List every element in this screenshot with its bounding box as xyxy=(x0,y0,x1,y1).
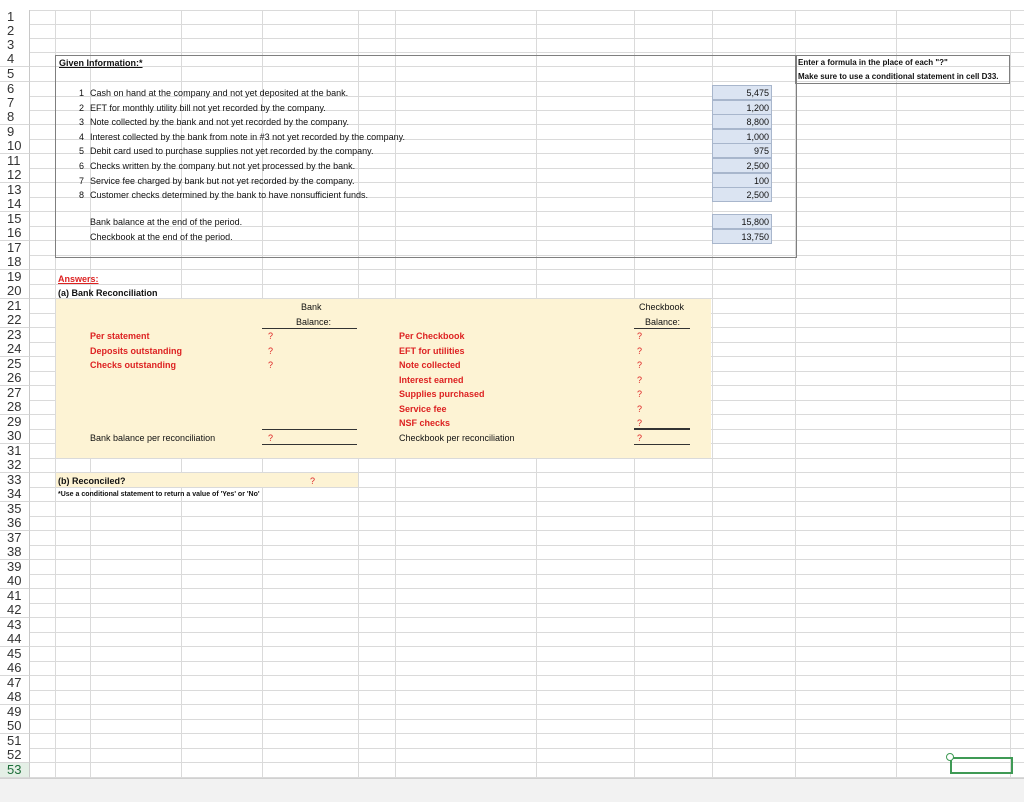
row-header[interactable]: 42 xyxy=(0,603,30,618)
row-header[interactable]: 7 xyxy=(0,96,30,111)
bank-header-2: Balance: xyxy=(296,317,332,327)
row-header[interactable]: 2 xyxy=(0,24,30,39)
given-title: Given Information:* xyxy=(59,58,143,68)
book-recon-placeholder[interactable]: ? xyxy=(637,418,643,428)
row-header[interactable]: 9 xyxy=(0,125,30,140)
row-header[interactable]: 14 xyxy=(0,197,30,212)
given-item-text: Note collected by the bank and not yet recorded by the company. xyxy=(90,117,349,128)
row-header[interactable]: 44 xyxy=(0,632,30,647)
row-gridline xyxy=(30,516,1024,517)
row-header[interactable]: 4 xyxy=(0,52,30,67)
bank-total-placeholder[interactable]: ? xyxy=(268,433,274,443)
row-header[interactable]: 20 xyxy=(0,284,30,299)
given-item-text: EFT for monthly utility bill not yet recorded by the company. xyxy=(90,102,326,113)
book-total-label: Checkbook per reconciliation xyxy=(399,433,515,443)
row-gridline xyxy=(30,487,1024,488)
row-header[interactable]: 33 xyxy=(0,473,30,488)
row-header[interactable]: 51 xyxy=(0,734,30,749)
row-header[interactable]: 49 xyxy=(0,705,30,720)
row-header[interactable]: 39 xyxy=(0,560,30,575)
row-header[interactable]: 12 xyxy=(0,168,30,183)
given-item-value: 975 xyxy=(753,146,769,157)
book-recon-placeholder[interactable]: ? xyxy=(637,389,643,399)
row-header[interactable]: 24 xyxy=(0,342,30,357)
row-header[interactable]: 10 xyxy=(0,139,30,154)
bank-recon-placeholder[interactable]: ? xyxy=(268,345,274,356)
row-gridline xyxy=(30,603,1024,604)
row-header[interactable]: 23 xyxy=(0,328,30,343)
bank-recon-item: Checks outstanding xyxy=(90,360,177,370)
row-gridline xyxy=(30,574,1024,575)
row-gridline xyxy=(30,501,1024,502)
row-gridline xyxy=(30,52,1024,53)
row-header[interactable]: 17 xyxy=(0,241,30,256)
given-item-text: Service fee charged by bank but not yet recorded by the company. xyxy=(90,175,355,186)
column-gridline xyxy=(896,10,897,778)
given-item-value: 5,475 xyxy=(746,88,769,98)
row-gridline xyxy=(30,632,1024,633)
row-header[interactable]: 1 xyxy=(0,10,30,25)
bank-balance-value: 15,800 xyxy=(741,217,769,227)
reconciled-label: (b) Reconciled? xyxy=(58,476,126,486)
row-header[interactable]: 28 xyxy=(0,400,30,415)
row-gridline xyxy=(30,24,1024,25)
top-gridline xyxy=(30,10,1024,11)
row-header[interactable]: 26 xyxy=(0,371,30,386)
given-item-text: Customer checks determined by the bank to have nonsufficient funds. xyxy=(90,190,368,201)
row-header[interactable]: 46 xyxy=(0,661,30,676)
row-gridline xyxy=(30,719,1024,720)
given-item-value: 1,000 xyxy=(746,131,769,142)
row-header[interactable]: 18 xyxy=(0,255,30,270)
row-header[interactable]: 19 xyxy=(0,270,30,285)
bank-total-label: Bank balance per reconciliation xyxy=(90,433,216,443)
row-header[interactable]: 35 xyxy=(0,502,30,517)
selected-cell[interactable] xyxy=(950,757,1013,774)
reconciled-placeholder[interactable]: ? xyxy=(310,476,316,486)
row-header[interactable]: 47 xyxy=(0,676,30,691)
row-gridline xyxy=(30,646,1024,647)
row-gridline xyxy=(30,733,1024,734)
recon-title: (a) Bank Reconciliation xyxy=(58,288,158,298)
row-header[interactable]: 13 xyxy=(0,183,30,198)
row-header[interactable]: 16 xyxy=(0,226,30,241)
book-total-top-line xyxy=(634,429,690,430)
checkbook-label: Checkbook at the end of the period. xyxy=(90,232,233,242)
checkbook-header-1: Checkbook xyxy=(639,302,685,312)
book-total-placeholder[interactable]: ? xyxy=(637,433,643,443)
row-gridline xyxy=(30,284,1024,285)
row-gridline xyxy=(30,559,1024,560)
row-header[interactable]: 40 xyxy=(0,574,30,589)
given-item-text: Interest collected by the bank from note in #3 not yet recorded by the company. xyxy=(90,131,406,142)
checkbook-value: 13,750 xyxy=(741,232,769,242)
row-header[interactable]: 52 xyxy=(0,748,30,763)
book-recon-item: Note collected xyxy=(399,360,461,370)
row-header[interactable]: 22 xyxy=(0,313,30,328)
book-recon-placeholder[interactable]: ? xyxy=(637,374,643,385)
row-header[interactable]: 31 xyxy=(0,444,30,459)
row-header[interactable]: 15 xyxy=(0,212,30,227)
bank-header-underline xyxy=(262,328,357,329)
row-header[interactable]: 41 xyxy=(0,589,30,604)
reconciled-note: *Use a conditional statement to return a value of 'Yes' or 'No' xyxy=(58,491,260,498)
instruction-line-2: Make sure to use a conditional statement in cell D33. xyxy=(798,72,999,81)
row-header[interactable]: 32 xyxy=(0,458,30,473)
row-gridline xyxy=(30,762,1024,763)
given-item-number: 3 xyxy=(79,117,85,128)
book-recon-item: Interest earned xyxy=(399,374,464,385)
checkbook-header-2: Balance: xyxy=(645,317,681,327)
row-header[interactable]: 21 xyxy=(0,299,30,314)
book-recon-placeholder[interactable]: ? xyxy=(637,360,643,370)
given-item-number: 2 xyxy=(79,102,85,113)
given-item-number: 5 xyxy=(79,146,85,157)
given-item-number: 4 xyxy=(79,131,85,142)
given-item-value: 2,500 xyxy=(746,190,769,201)
row-header[interactable]: 43 xyxy=(0,618,30,633)
row-header[interactable]: 6 xyxy=(0,82,30,97)
book-recon-item: EFT for utilities xyxy=(399,345,465,356)
bank-recon-placeholder[interactable]: ? xyxy=(268,331,274,341)
book-recon-item: Service fee xyxy=(399,403,447,414)
bank-recon-item: Per statement xyxy=(90,331,150,341)
row-header[interactable]: 50 xyxy=(0,719,30,734)
given-item-value: 1,200 xyxy=(746,102,769,113)
row-header[interactable]: 38 xyxy=(0,545,30,560)
row-gridline xyxy=(30,458,1024,459)
row-header[interactable]: 53 xyxy=(0,763,30,778)
given-item-number: 1 xyxy=(79,88,85,98)
row-header[interactable]: 34 xyxy=(0,487,30,502)
row-header[interactable]: 8 xyxy=(0,110,30,125)
row-gridline xyxy=(30,545,1024,546)
book-recon-item: Per Checkbook xyxy=(399,331,465,341)
book-total-bottom-line xyxy=(634,444,690,445)
row-gridline xyxy=(30,690,1024,691)
checkbook-header-underline xyxy=(634,328,690,329)
row-gridline xyxy=(30,588,1024,589)
given-item-value: 2,500 xyxy=(746,161,769,171)
row-gridline xyxy=(30,675,1024,676)
selection-handle[interactable] xyxy=(946,753,954,761)
given-item-number: 8 xyxy=(79,190,85,201)
bank-recon-placeholder[interactable]: ? xyxy=(268,360,274,370)
row-gridline xyxy=(30,748,1024,749)
book-recon-placeholder[interactable]: ? xyxy=(637,403,643,414)
row-header[interactable]: 48 xyxy=(0,690,30,705)
given-item-number: 7 xyxy=(79,175,85,186)
book-recon-item: Supplies purchased xyxy=(399,389,485,399)
row-header[interactable]: 27 xyxy=(0,386,30,401)
answers-title: Answers: xyxy=(58,274,99,284)
row-header[interactable]: 45 xyxy=(0,647,30,662)
row-header[interactable]: 5 xyxy=(0,67,30,82)
given-item-value: 100 xyxy=(753,175,769,186)
row-gridline xyxy=(30,530,1024,531)
bank-recon-item: Deposits outstanding xyxy=(90,345,182,356)
row-gridline xyxy=(30,617,1024,618)
bank-total-bottom-line xyxy=(262,444,357,445)
row-header[interactable]: 37 xyxy=(0,531,30,546)
book-recon-item: NSF checks xyxy=(399,418,451,428)
row-header[interactable]: 30 xyxy=(0,429,30,444)
row-header[interactable]: 11 xyxy=(0,154,30,169)
given-item-text: Debit card used to purchase supplies not yet recorded by the company. xyxy=(90,146,374,157)
column-gridline xyxy=(1010,10,1011,778)
bank-header-1: Bank xyxy=(301,302,322,312)
row-header[interactable]: 25 xyxy=(0,357,30,372)
row-gridline xyxy=(30,661,1024,662)
given-item-text: Checks written by the company but not yet processed by the bank. xyxy=(90,161,356,171)
row-header[interactable]: 3 xyxy=(0,38,30,53)
given-item-number: 6 xyxy=(79,161,85,171)
book-recon-placeholder[interactable]: ? xyxy=(637,345,643,356)
bank-total-top-line xyxy=(262,429,357,430)
status-bar xyxy=(0,778,1024,802)
book-recon-placeholder[interactable]: ? xyxy=(637,331,643,341)
given-item-value: 8,800 xyxy=(746,117,769,128)
row-header[interactable]: 29 xyxy=(0,415,30,430)
row-gridline xyxy=(30,38,1024,39)
instruction-line-1: Enter a formula in the place of each "?" xyxy=(798,58,948,67)
bank-balance-label: Bank balance at the end of the period. xyxy=(90,217,243,227)
row-gridline xyxy=(30,704,1024,705)
row-gridline xyxy=(30,269,1024,270)
given-item-text: Cash on hand at the company and not yet deposited at the bank. xyxy=(90,88,349,98)
row-header[interactable]: 36 xyxy=(0,516,30,531)
